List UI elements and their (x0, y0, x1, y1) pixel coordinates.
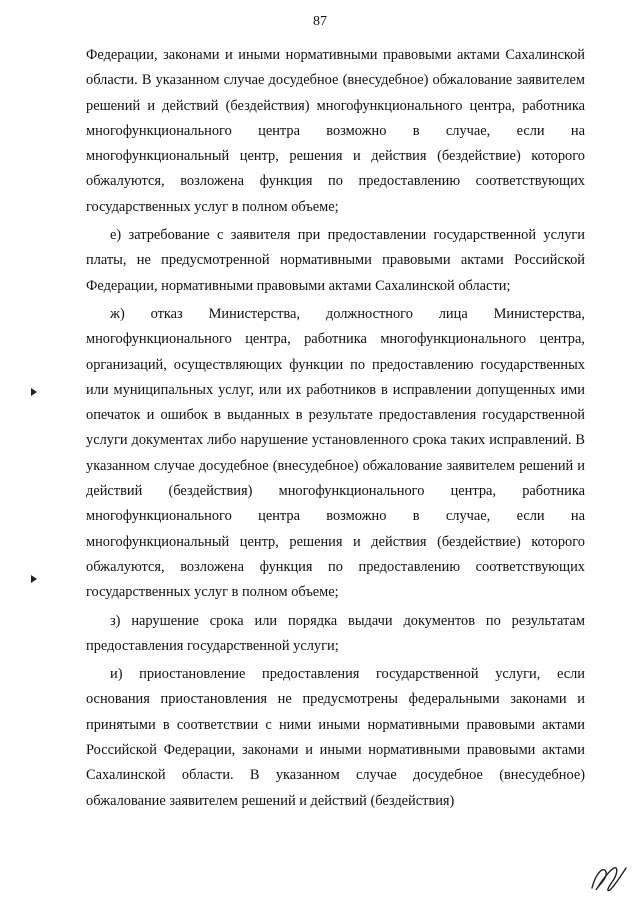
initials-signature (588, 862, 630, 894)
paragraph-item-e: е) затребование с заявителя при предоставлении государственной услуги платы, не предусмотренной нормативными правовыми актами Российской Федерации, нормативными правовыми актами Сахалинской области; (86, 227, 585, 294)
paragraph-continuation: Федерации, законами и иными нормативными правовыми актами Сахалинской области. В указанном случае досудебное (внесудебное) обжалование заявителем решений и действий (бездействия) многофункционального центра, работника многофункционального центра возможно в случае, если на многофункциональный центр, решения и действия (бездействие) которого обжалуются, возложена функция по предоставлению соответствующих государственных услуг в полном объеме; (86, 47, 585, 215)
margin-mark (31, 388, 37, 396)
document-body (86, 43, 585, 817)
paragraph-item-z: з) нарушение срока или порядка выдачи документов по результатам предоставления государственной услуги; (86, 612, 585, 654)
paragraph-item-zh: ж) отказ Министерства, должностного лица Министерства, многофункционального центра, работника многофункционального центра, организаций, осуществляющих функции по предоставлению государственных или муниципальных услуг, или их работников в исправлении допущенных ими опечаток и ошибок в выданных в результате предоставления государственной услуги документах либо нарушение установленного срока таких исправлений. В указанном случае досудебное (внесудебное) обжалование заявителем решений и действий (бездействия) многофункционального центра, работника многофункционального центра возможно в случае, если на многофункциональный центр, решения и действия (бездействие) которого обжалуются, возложена функция по предоставлению соответствующих государственных услуг в полном объеме; (86, 305, 585, 601)
margin-mark (31, 575, 37, 583)
page-number: 87 (313, 14, 327, 29)
paragraph-item-i: и) приостановление предоставления государственной услуги, если основания приостановления не предусмотрены федеральными законами и принятыми в соответствии с ними иными нормативными правовыми актами Российской Федерации, законами и иными нормативными правовыми актами Сахалинской области. В указанном случае досудебное (внесудебное) обжалование заявителем решений и действий (бездействия) (86, 666, 585, 809)
